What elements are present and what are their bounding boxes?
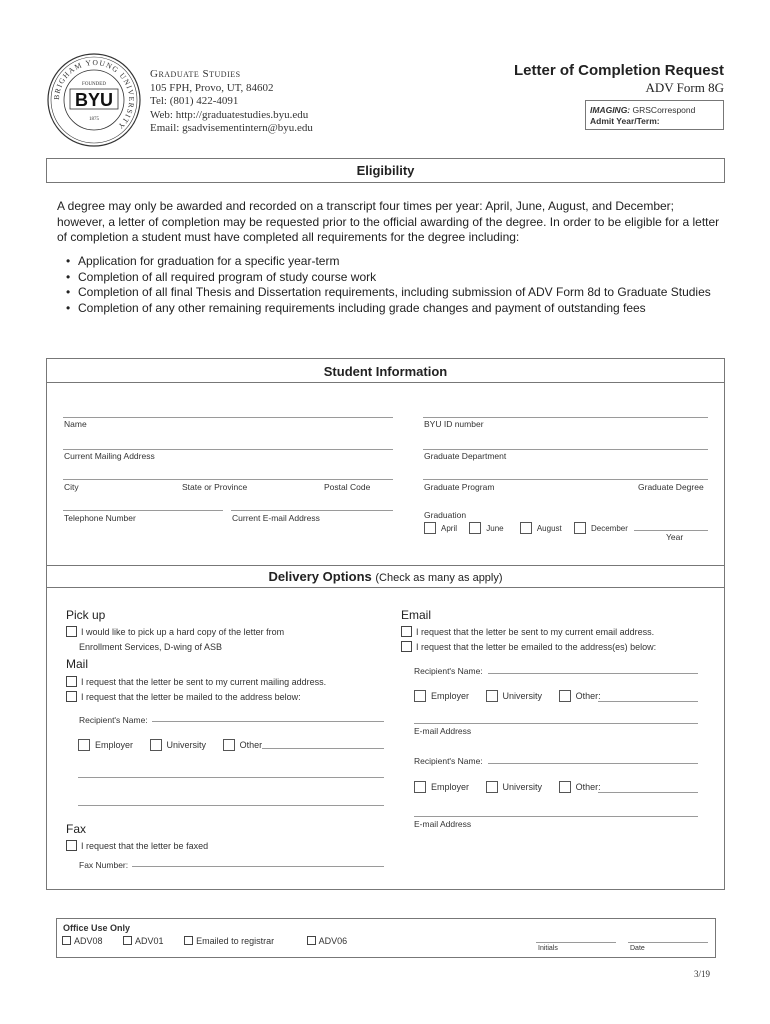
email-current-checkbox[interactable] xyxy=(401,626,412,637)
office-block xyxy=(150,68,313,136)
email-address-field-2[interactable] xyxy=(414,816,698,817)
office-use-title: Office Use Only xyxy=(63,923,131,933)
mail-recipient-label: Recipient's Name: xyxy=(79,715,148,725)
mail-current-checkbox[interactable] xyxy=(66,676,77,687)
name-field[interactable] xyxy=(63,417,393,418)
mailing-address-field[interactable] xyxy=(63,449,393,450)
august-checkbox[interactable] xyxy=(520,522,532,534)
imaging-value: GRSCorrespond xyxy=(632,105,696,115)
svg-text:BYU: BYU xyxy=(74,90,114,110)
department-label: Graduate Department xyxy=(424,451,507,461)
student-info-title: Student Information xyxy=(323,364,448,379)
adv01-checkbox[interactable] xyxy=(123,936,132,945)
email-university-label-1: University xyxy=(502,691,543,701)
email-recipient-field-1[interactable] xyxy=(488,673,698,674)
byu-id-field[interactable] xyxy=(423,417,708,418)
date-label: Date xyxy=(630,945,645,952)
emailed-registrar-label: Emailed to registrar xyxy=(196,936,275,946)
date-field[interactable] xyxy=(628,942,708,943)
student-section xyxy=(46,358,725,890)
fax-number-label: Fax Number: xyxy=(79,860,129,870)
degree-label: Graduate Degree xyxy=(638,482,704,492)
telephone-field[interactable] xyxy=(63,510,223,511)
email-employer-label-1: Employer xyxy=(431,691,470,701)
email-university-label-2: University xyxy=(502,782,543,792)
december-checkbox[interactable] xyxy=(574,522,586,534)
initials-label: Initials xyxy=(538,945,558,952)
postal-label: Postal Code xyxy=(324,482,371,492)
name-label: Name xyxy=(64,419,87,429)
program-label: Graduate Program xyxy=(424,482,495,492)
april-label: April xyxy=(441,524,458,533)
byu-seal xyxy=(46,52,142,148)
email-other-label-1: Other: xyxy=(575,691,601,701)
mail-university-label: University xyxy=(166,740,207,750)
mail-employer-checkbox[interactable] xyxy=(78,739,90,751)
adv08-checkbox[interactable] xyxy=(62,936,71,945)
email-recipient-label-2: Recipient's Name: xyxy=(414,756,483,766)
mail-address-line-2[interactable] xyxy=(78,805,384,806)
department-field[interactable] xyxy=(423,449,708,450)
office-email: Email: gsadvisementintern@byu.edu xyxy=(150,122,313,134)
byu-id-label: BYU ID number xyxy=(424,419,484,429)
email-address-label-2: E-mail Address xyxy=(414,819,472,829)
june-label: June xyxy=(486,524,504,533)
delivery-title xyxy=(46,569,725,584)
mail-other-field[interactable] xyxy=(262,748,384,749)
mail-current-label: I request that the letter be sent to my current mailing address. xyxy=(81,677,327,687)
email-below-label: I request that the letter be emailed to the address(es) below: xyxy=(416,642,657,652)
mail-recipient-field[interactable] xyxy=(152,721,384,722)
mail-other-checkbox[interactable] xyxy=(223,739,235,751)
email-address-label-1: E-mail Address xyxy=(414,726,472,736)
revision-date: 3/19 xyxy=(694,969,711,979)
mail-address-line-1[interactable] xyxy=(78,777,384,778)
august-label: August xyxy=(536,524,562,533)
mail-employer-label: Employer xyxy=(95,740,134,750)
svg-text:BRIGHAM YOUNG UNIVERSITY: BRIGHAM YOUNG UNIVERSITY xyxy=(51,57,137,132)
initials-field[interactable] xyxy=(536,942,616,943)
adv01-label: ADV01 xyxy=(135,936,164,946)
pickup-option-label: I would like to pick up a hard copy of the letter from xyxy=(81,627,285,637)
current-email-label: Current E-mail Address xyxy=(232,513,320,523)
city-label: City xyxy=(64,482,79,492)
adv08-label: ADV08 xyxy=(74,936,103,946)
email-other-label-2: Other: xyxy=(575,782,601,792)
email-other-field-2[interactable] xyxy=(598,792,698,793)
eligibility-title: Eligibility xyxy=(46,158,725,183)
pickup-option-label-2: Enrollment Services, D-wing of ASB xyxy=(79,642,223,652)
city-state-postal-field[interactable] xyxy=(63,479,393,480)
email-recipient-label-1: Recipient's Name: xyxy=(414,666,483,676)
mailing-address-label: Current Mailing Address xyxy=(64,451,155,461)
imaging-box xyxy=(585,100,724,130)
email-current-label: I request that the letter be sent to my current email address. xyxy=(416,627,655,637)
adv06-label: ADV06 xyxy=(318,936,348,946)
email-recipient-field-2[interactable] xyxy=(488,763,698,764)
email-other-field-1[interactable] xyxy=(598,701,698,702)
june-checkbox[interactable] xyxy=(469,522,481,534)
office-tel: Tel: (801) 422-4091 xyxy=(150,95,239,107)
imaging-label: IMAGING: xyxy=(590,105,631,115)
delivery-title-text: Delivery Options xyxy=(268,569,372,584)
list-item: • Completion of any other remaining requirements including grade changes and payment of outstanding fees xyxy=(64,301,714,317)
fax-checkbox[interactable] xyxy=(66,840,77,851)
mail-other-label: Other xyxy=(239,740,263,750)
mail-below-label: I request that the letter be mailed to the address below: xyxy=(81,692,301,702)
list-item: • Completion of all final Thesis and Dissertation requirements, including submission of ADV Form 8d to Graduate Studies xyxy=(64,285,714,301)
svg-text:FOUNDED: FOUNDED xyxy=(82,82,106,87)
fax-heading: Fax xyxy=(66,822,87,836)
eligibility-paragraph: A degree may only be awarded and recorded on a transcript four times per year: April, June, August, and December; however, a letter of completion may be requested prior to the official awarding of the degree. In order to be eligible for a letter of completion a student must have completed all requirements for the degree including: xyxy=(57,199,720,244)
year-label: Year xyxy=(666,532,684,542)
pickup-heading: Pick up xyxy=(66,608,106,622)
list-item: • Completion of all required program of study course work xyxy=(64,270,714,286)
form-title: Letter of Completion Request xyxy=(513,62,724,79)
state-label: State or Province xyxy=(182,482,248,492)
email-university-checkbox-1[interactable] xyxy=(486,690,498,702)
graduation-months xyxy=(424,522,628,534)
fax-number-field[interactable] xyxy=(132,866,384,867)
adv06-checkbox[interactable] xyxy=(307,936,316,945)
office-web: Web: http://graduatestudies.byu.edu xyxy=(150,108,309,121)
email-heading: Email xyxy=(401,608,432,622)
eligibility-list xyxy=(64,254,714,316)
pickup-checkbox[interactable] xyxy=(66,626,77,637)
april-checkbox[interactable] xyxy=(424,522,436,534)
telephone-label: Telephone Number xyxy=(64,513,136,523)
graduation-label: Graduation xyxy=(424,510,467,520)
svg-text:1875: 1875 xyxy=(89,117,99,122)
graduation-year-field[interactable] xyxy=(634,530,708,531)
program-degree-field[interactable] xyxy=(423,479,708,480)
email-employer-label-2: Employer xyxy=(431,782,470,792)
email-field[interactable] xyxy=(231,510,393,511)
email-university-checkbox-2[interactable] xyxy=(486,781,498,793)
email-address-field-1[interactable] xyxy=(414,723,698,724)
email-employer-checkbox-1[interactable] xyxy=(414,690,426,702)
december-label: December xyxy=(590,524,628,533)
mail-below-checkbox[interactable] xyxy=(66,691,77,702)
emailed-registrar-checkbox[interactable] xyxy=(184,936,193,945)
admit-term-label: Admit Year/Term: xyxy=(590,116,660,126)
email-employer-checkbox-2[interactable] xyxy=(414,781,426,793)
office-address: 105 FPH, Provo, UT, 84602 xyxy=(150,81,274,94)
form-number: ADV Form 8G xyxy=(645,80,724,95)
email-below-checkbox[interactable] xyxy=(401,641,412,652)
mail-university-checkbox[interactable] xyxy=(150,739,162,751)
fax-option-label: I request that the letter be faxed xyxy=(81,841,209,851)
email-other-checkbox-2[interactable] xyxy=(559,781,571,793)
mail-heading: Mail xyxy=(66,657,89,671)
email-other-checkbox-1[interactable] xyxy=(559,690,571,702)
office-name: Graduate Studies xyxy=(150,68,241,80)
delivery-subtitle: (Check as many as apply) xyxy=(375,572,503,584)
list-item: • Application for graduation for a specific year-term xyxy=(64,254,714,270)
